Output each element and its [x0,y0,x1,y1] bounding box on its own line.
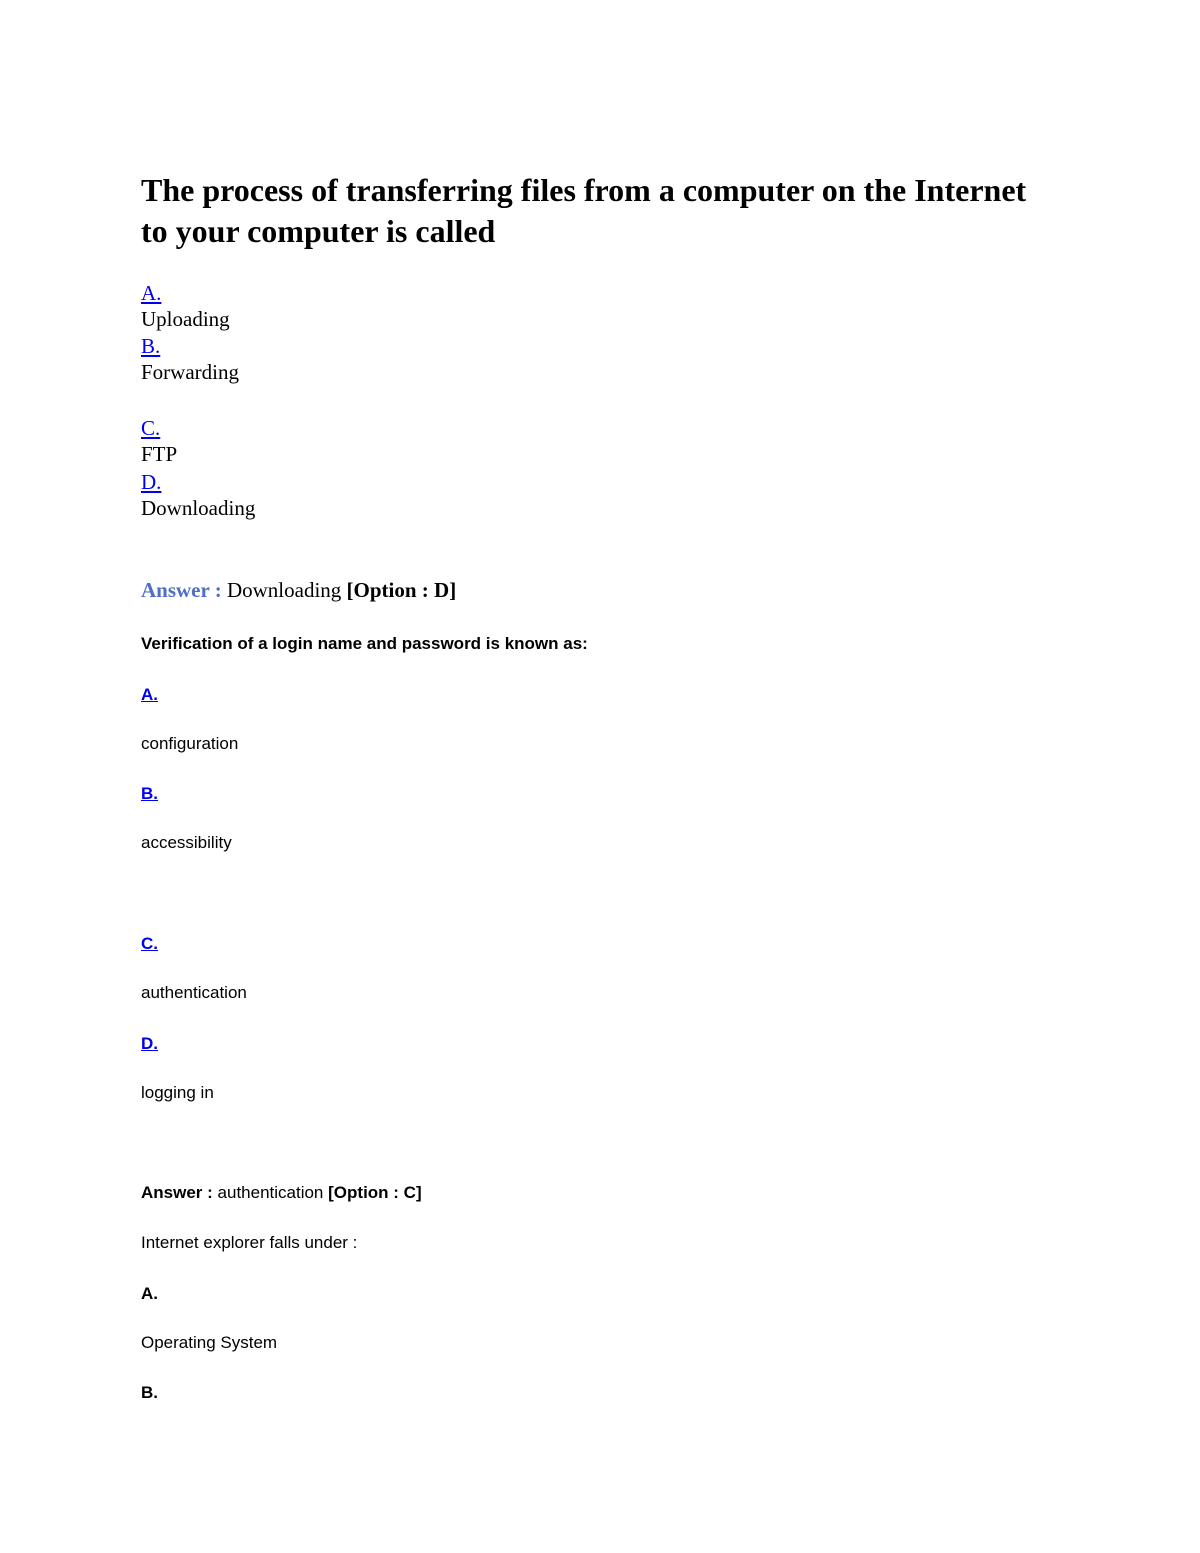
question-2-option-d-link[interactable]: D. [141,1034,158,1053]
question-2-option-a-text: configuration [141,734,239,753]
question-2-option-d-text: logging in [141,1083,214,1102]
question-2-option-a-link[interactable]: A. [141,685,158,704]
question-2-answer [141,1182,422,1204]
question-3-option-a-text: Operating System [141,1333,278,1352]
question-1-option-d-text: Downloading [141,496,256,520]
question-1-option-c-text: FTP [141,442,178,466]
question-2-option-b-link[interactable]: B. [141,784,158,803]
question-1-answer-label: Answer : [141,578,222,602]
question-1-answer-value: Downloading [226,578,342,602]
question-1-option-d-link[interactable]: D. [141,470,162,494]
question-2-answer-option: [Option : C] [328,1183,422,1202]
question-1-option-b-text: Forwarding [141,360,239,384]
question-1-title: The process of transferring files from a computer on the Internet to your computer is called [141,172,1027,249]
question-2-answer-label: Answer : [141,1183,213,1202]
question-3-option-a-letter: A. [141,1284,158,1303]
question-1-answer [141,577,456,604]
question-2-title: Verification of a login name and password is known as: [141,634,588,653]
question-2-option-b-text: accessibility [141,833,232,852]
question-1-option-a-link[interactable]: A. [141,281,162,305]
question-1-answer-option: [Option : D] [346,578,457,602]
question-1-option-a-text: Uploading [141,307,230,331]
question-1-option-b-link[interactable]: B. [141,334,161,358]
question-3-title: Internet explorer falls under : [141,1233,358,1252]
question-2-option-c-link[interactable]: C. [141,934,158,953]
question-1-option-c-link[interactable]: C. [141,416,161,440]
question-3-option-b-letter: B. [141,1383,158,1402]
question-2-option-c-text: authentication [141,983,247,1002]
question-2-answer-value: authentication [217,1183,324,1202]
